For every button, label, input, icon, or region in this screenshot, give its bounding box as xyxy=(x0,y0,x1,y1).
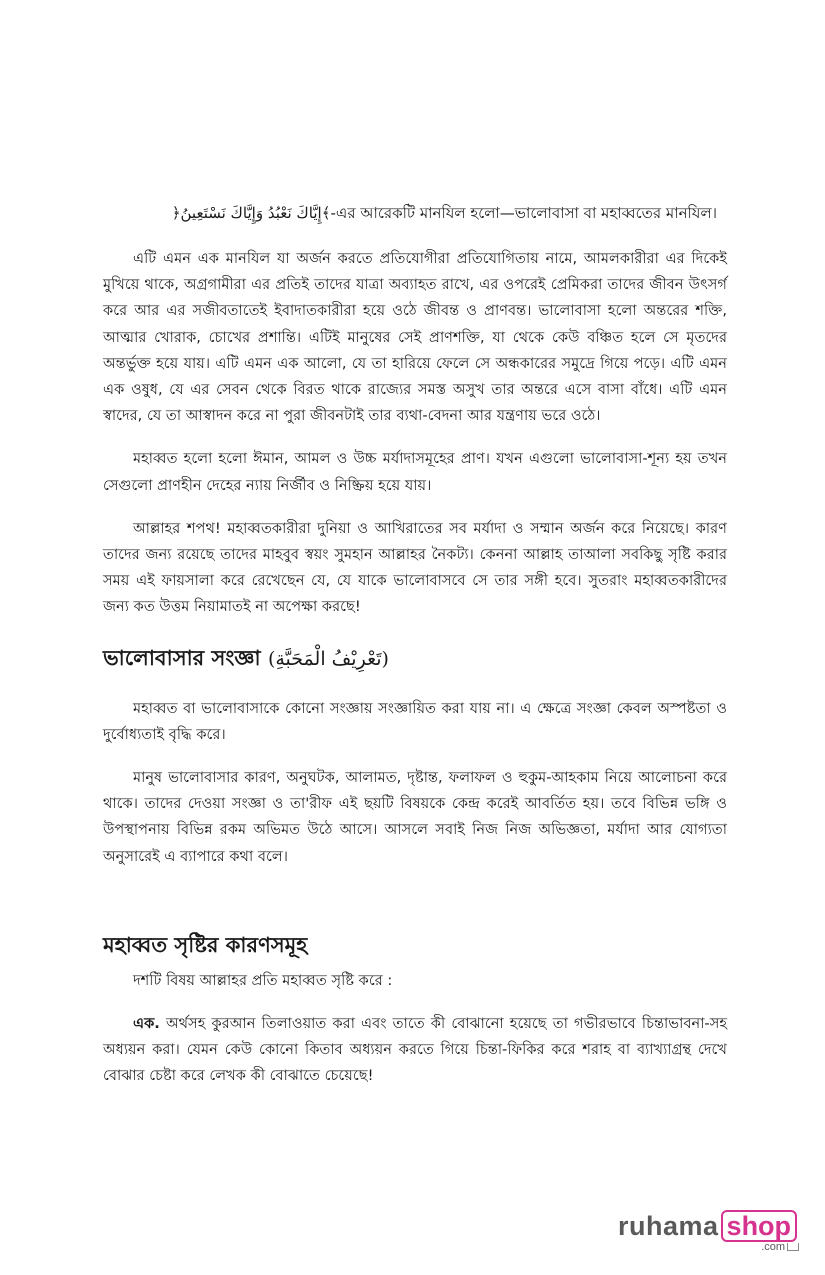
section-heading-causes: মহাব্বত সৃষ্টির কারণসমূহ xyxy=(103,932,308,957)
heading-definition-arabic: (تَعْرِيْفُ الْمَحَبَّةِ) xyxy=(267,647,389,670)
section-heading-definition xyxy=(103,643,727,674)
quran-verse-arabic: ﴿إِيَّاكَ نَعْبُدُ وَإِيَّاكَ نَسْتَعِينُ﴾ xyxy=(171,204,331,222)
paragraph-manzil: এটি এমন এক মানযিল যা অর্জন করতে প্রতিযোগীরা প্রতিযোগিতায় নামে, আমলকারীরা এর দিকেই মুখিয়ে থাকে, অগ্রগামীরা এর প্রতিই তাদের যাত্রা অব্যাহত রাখে, এর ওপরেই প্রেমিকরা তাদের জীবন উৎসর্গ করে আর এর সজীবতাতেই ইবাদাতকারীরা হয়ে ওঠে জীবন্ত ও প্রাণবন্ত। ভালোবাসা হলো অন্তরের শক্তি, আত্মার খোরাক, চোখের প্রশান্তি। এটিই মানুষের সেই প্রাণশক্তি, যা থেকে কেউ বঞ্চিত হলে সে মৃতদের অন্তর্ভুক্ত হয়ে যায়। এটি এমন এক আলো, যে তা হারিয়ে ফেলে সে অন্ধকারের সমুদ্রে গিয়ে পড়ে। এটি এমন এক ওষুধ, যে এর সেবন থেকে বিরত থাকে রাজ্যের সমস্ত অসুখ তার অন্তরে এসে বাসা বাঁধে। এটি এমন স্বাদের, যে তা আস্বাদন করে না পুরা জীবনটাই তার ব্যথা-বেদনা আর যন্ত্রণায় ভরে ওঠে। xyxy=(103,250,727,425)
paragraph-definition-2: মানুষ ভালোবাসার কারণ, অনুঘটক, আলামত, দৃষ্টান্ত, ফলাফল ও হুকুম-আহকাম নিয়ে আলোচনা করে থাকে। তাদের দেওয়া সংজ্ঞা ও তা'রীফ এই ছয়টি বিষয়কে কেন্দ্র করেই আবর্তিত হয়। তবে বিভিন্ন ভঙ্গি ও উপস্থাপনায় বিভিন্ন রকম অভিমত উঠে আসে। আসলে সবাই নিজ নিজ অভিজ্ঞতা, মর্যাদা আর যোগ্যতা অনুসারেই এ ব্যাপারে কথা বলে। xyxy=(103,769,727,865)
paragraph-oath: আল্লাহর শপথ! মহাব্বতকারীরা দুনিয়া ও আখিরাতের সব মর্যাদা ও সম্মান অর্জন করে নিয়েছে। কারণ তাদের জন্য রয়েছে তাদের মাহবুব স্বয়ং সুমহান আল্লাহর নৈকট্য। কেননা আল্লাহ তাআলা সবকিছু সৃষ্টি করার সময় এই ফায়সালা করে রেখেছেন যে, যে যাকে ভালোবাসবে সে তার সঙ্গী হবে। সুতরাং মহাব্বতকারীদের জন্য কত উত্তম নিয়ামাতই না অপেক্ষা করছে! xyxy=(103,519,727,616)
cause-item-1 xyxy=(103,1011,727,1090)
heading-definition-bengali: ভালোবাসার সংজ্ঞা xyxy=(103,645,261,670)
paragraph-definition-1: মহাব্বত বা ভালোবাসাকে কোনো সংজ্ঞায় সংজ্ঞায়িত করা যায় না। এ ক্ষেত্রে সংজ্ঞা কেবল অস্পষ্টতা ও দুর্বোধ্যতাই বৃদ্ধি করে। xyxy=(103,699,727,743)
cause-item-1-label: এক. xyxy=(133,1014,160,1032)
logo-dotcom xyxy=(761,1241,799,1253)
logo-suffix: .com xyxy=(761,1241,786,1253)
logo-text-shop: shop xyxy=(721,1210,798,1242)
cause-item-1-text: অর্থসহ কুরআন তিলাওয়াত করা এবং তাতে কী বোঝানো হয়েছে তা গভীরভাবে চিন্তাভাবনা-সহ অধ্যয়ন করা। যেমন কেউ কোনো কিতাব অধ্যয়ন করতে গিয়ে চিন্তা-ফিকির করে শরাহ বা ব্যাখ্যাগ্রন্থ দেখে বোঝার চেষ্টা করে লেখক কী বোঝাতে চেয়েছে! xyxy=(103,1014,727,1085)
verse-line-bengali: -এর আরেকটি মানযিল হলো—ভালোবাসা বা মহাব্বতের মানযিল। xyxy=(330,204,717,222)
logo-shop-badge xyxy=(721,1210,798,1253)
cart-icon xyxy=(787,1243,799,1251)
verse-line xyxy=(103,200,717,226)
ruhamashop-logo xyxy=(618,1210,797,1253)
paragraph-mahabbat-iman: মহাব্বত হলো হলো ঈমান, আমল ও উচ্চ মর্যাদাসমূহের প্রাণ। যখন এগুলো ভালোবাসা-শূন্য হয় তখন সেগুলো প্রাণহীন দেহের ন্যায় নির্জীব ও নিষ্ক্রিয় হয়ে যায়। xyxy=(103,450,727,494)
logo-text-ruhama: ruhama xyxy=(618,1211,719,1241)
document-page xyxy=(103,200,727,1089)
causes-lead: দশটি বিষয় আল্লাহর প্রতি মহাব্বত সৃষ্টি করে : xyxy=(133,971,393,989)
